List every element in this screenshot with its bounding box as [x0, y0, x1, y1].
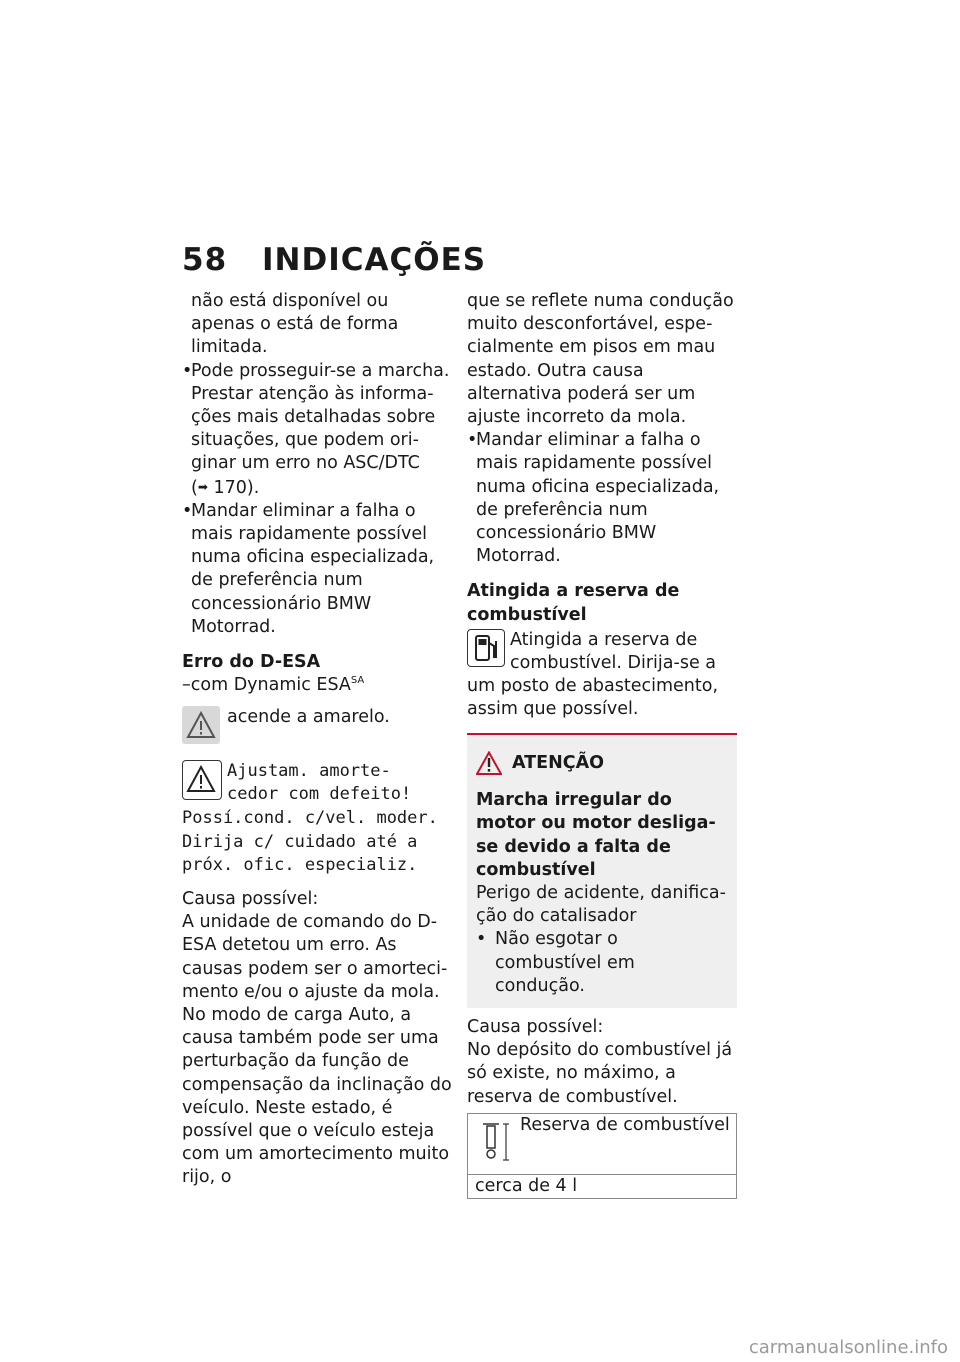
display-message-text: Possí.cond. c/vel. moder. Dirija c/ cuidado até a próx. ofic. especializ.	[182, 808, 438, 876]
list-item-text: Não esgotar o combustível em condução.	[495, 929, 635, 996]
bullet-icon: •	[476, 929, 487, 950]
list-item-text: Mandar eliminar a falha o mais rapidamente possível numa oficina especializada, de preferência num concessionário BMW Motorrad.	[476, 430, 720, 567]
spec-table	[467, 1113, 737, 1199]
warning-title: ATENÇÃO	[512, 752, 604, 773]
warning-text: Perigo de acidente, danificação do catalisador	[476, 883, 726, 927]
page-reference: 170).	[213, 477, 260, 498]
spec-value: cerca de 4 l	[475, 1175, 578, 1196]
warning-box	[467, 733, 737, 1008]
list-item: • Pode prosseguir-se a marcha. Prestar atenção às informações mais detalhadas sobre situações, que podem originar um erro no ASC/DTC (➡ 170).	[182, 360, 450, 498]
continuation-paragraph: que se reflete numa condução muito desconfortável, especialmente em pisos em mau estado. Outra causa alternativa poderá ser um ajuste incorreto da mola.	[467, 291, 734, 428]
list-item	[182, 500, 452, 639]
fuel-indicator-line-1: Atingida a reserva de	[510, 629, 698, 650]
display-message-line-2: cedor com defeito!	[227, 784, 412, 805]
spec-label: Reserva de combustível	[520, 1114, 730, 1135]
fuel-pump-icon	[467, 629, 505, 667]
display-message-line-1: Ajustam. amorte-	[227, 761, 391, 782]
attention-triangle-icon	[476, 751, 502, 775]
list-item	[476, 928, 728, 998]
page-reference-arrow-icon: ➡	[197, 479, 208, 494]
equipment-note: –com Dynamic $ESA^{SA}$	[182, 675, 365, 696]
indicator-text: acende a amarelo.	[227, 707, 390, 728]
continuation-paragraph: não está disponível ou apenas o está de forma limitada.	[191, 291, 399, 358]
fuel-indicator-line-2: combustível. Dirija-se a	[510, 652, 716, 673]
section-heading: Atingida a reserva de combustível	[467, 581, 680, 625]
warning-triangle-outline-icon	[182, 760, 222, 800]
list-item	[467, 429, 737, 568]
watermark: carmanualsonline.info	[748, 1337, 948, 1358]
section-heading: Erro do D-ESA	[182, 652, 321, 673]
display-message-block	[182, 760, 452, 878]
fuel-indicator-block	[467, 629, 737, 721]
page-title: INDICAÇÕES	[262, 242, 487, 278]
fuel-level-gauge-icon	[480, 1120, 512, 1166]
cause-label: Causa possível:	[182, 888, 319, 909]
warning-heading: Marcha irregular do motor ou motor desliga-se devido a falta de combustível	[476, 790, 716, 880]
cause-label: Causa possível:	[467, 1017, 604, 1038]
page-number: 58	[182, 242, 228, 278]
bullet-icon: •	[182, 360, 193, 381]
right-column	[467, 290, 737, 1199]
left-column	[182, 290, 452, 1190]
option-superscript: SA	[350, 675, 365, 687]
list-item-text: Mandar eliminar a falha o mais rapidamente possível numa oficina especializada, de preferência num concessionário BMW Motorrad.	[191, 500, 435, 637]
fuel-indicator-text: um posto de abastecimento, assim que possível.	[467, 675, 719, 720]
bullet-icon: •	[182, 500, 193, 521]
indicator-row	[182, 706, 452, 750]
warning-triangle-icon	[182, 706, 220, 744]
cause-text: No depósito do combustível já só existe, no máximo, a reserva de combustível.	[467, 1040, 733, 1107]
bullet-icon: •	[467, 430, 478, 451]
cause-text: A unidade de comando do D-ESA detetou um erro. As causas podem ser o amortecimento e/ou o ajuste da mola. No modo de carga Auto, a causa também pode ser uma perturbação da função de compensação da inclinação do veículo. Neste estado, é possível que o veículo esteja com um amortecimento muito rijo, o	[182, 912, 452, 1188]
list-item-text: Pode prosseguir-se a marcha. Prestar atenção às informações mais detalhadas sobre situações, que podem originar um erro no ASC/DTC	[191, 360, 450, 474]
spec-table-header	[468, 1114, 736, 1175]
page-header	[182, 242, 486, 278]
